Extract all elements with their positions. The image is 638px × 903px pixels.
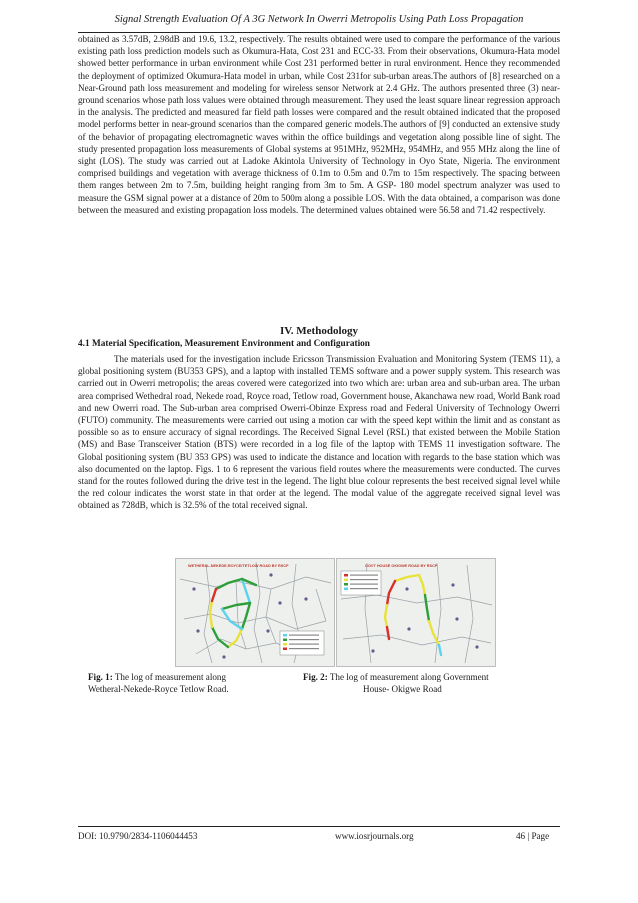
footer-url[interactable]: www.iosrjournals.org bbox=[335, 831, 414, 841]
fig1-drive-route bbox=[210, 579, 256, 647]
footer-doi: DOI: 10.9790/2834-1106044453 bbox=[78, 831, 198, 841]
footer-page-number: 46 | Page bbox=[516, 831, 550, 841]
fig1-legend bbox=[280, 631, 324, 655]
section-title: IV. Methodology bbox=[279, 325, 359, 337]
fig2-map-title: GOVT HOUSE OKIGWE ROAD BY RSCP bbox=[365, 564, 438, 568]
figure-1-map bbox=[175, 558, 335, 667]
fig1-label: Fig. 1: bbox=[88, 672, 113, 682]
figure-2-map bbox=[336, 558, 496, 667]
intro-paragraph: obtained as 3.57dB, 2.98dB and 19.6, 13.2, respectively. The results obtained were used to compare the performance of the various existing path loss prediction models such as Okumura-Hata, Cost 231 and ECC-33. From their observations, Okumura-Hata model showed better performance in urban environment while Cost 231 performed better in rural environment. Hence they recommended the deployment of optimized Okumura-Hata model in urban, while Cost 231for sub-urban areas.The authors of [8] researched on a Near-Ground path loss measurement and modeling for wireless sensor Network at 2.4 GHz. The authors presented three (3) near-ground scenarios whose path loss values were obtained through measurement. They used the least square linear regression approach in the analysis. The predicted and measured far field path losses were compared and the result obtained indicated that the proposed model performs better in near-ground scenarios than the compared generic models.The authors of [9] conducted an extensive study of the behavior of propagating electromagnetic waves within the office buildings and vegetation along possible line of sight. The study presented propagation loss measurements of Global systems at 951MHz, 952MHz, 954MHz, and 955 MHz along the line of sight (LOS). The study was carried out at Ladoke Akintola University of Technology in Oyo State, Nigeria. The environment comprised buildings and vegetation with average thickness of 0.1m to 0.5m and 0.7m to 15m respectively. The spacing between them ranges between 2m to 7.5m, building height ranging from 3m to 5m. A GSP- 180 model spectrum analyzer was used to measure the GSM signal power at a distance of 20m to 500m along a possible LOS. With the data obtained, a comparison was done between the measured and existing propagation loss models. The determined values obtained were 56.58 and 71.42 respectively. bbox=[78, 34, 560, 215]
figure-1-caption bbox=[88, 671, 229, 695]
fig1-caption-line1: The log of measurement along bbox=[114, 672, 226, 682]
fig2-label: Fig. 2: bbox=[303, 672, 328, 682]
footer-rule bbox=[78, 826, 560, 827]
fig1-caption-line2: Wetheral-Nekede-Royce Tetlow Road. bbox=[88, 684, 229, 694]
subsection-title: 4.1 Material Specification, Measurement Environment and Configuration bbox=[78, 339, 370, 349]
figure-2-caption bbox=[303, 671, 489, 695]
fig2-caption-line1: The log of measurement along Government bbox=[329, 672, 489, 682]
running-header: Signal Strength Evaluation Of A 3G Network In Owerri Metropolis Using Path Loss Propagation bbox=[114, 14, 524, 25]
fig1-map-title: WETHERAL-NEKEDE-ROYCE/TETLOW ROAD BY RSCP bbox=[188, 564, 289, 568]
methodology-paragraph: The materials used for the investigation include Ericsson Transmission Evaluation and Monitoring System (TEMS 11), a global positioning system (BU353 GPS), and a laptop with installed TEMS software and a power supply system. This research was carried out in Owerri metropolis; the areas covered were categorized into two which are: urban area and sub-urban area. The urban area comprised Wethedral road, Nekede road, Royce road, Tetlow road, Government house, Akanchawa new road, World Bank road and new Owerri road. The Sub-urban area comprised Owerri-Obinze Express road and Federal University of Technology Owerri (FUTO) community. The measurements were carried out using a motion car with the speed kept within the limit and as constant as possible so as to ensure accuracy of signal recordings. The Received Signal Level (RSL) that existed between the Mobile Station (MS) and Base Transceiver Station (BTS) were recorded in a log file of the laptop with TEMS 11 investigation software. The Global positioning system (BU 353 GPS) was used to indicate the distance and location with regards to the base station which was also documented on the laptop. Figs. 1 to 6 represent the various field routes where the measurements were conducted. The curves stand for the routes followed during the drive test in the legend. The light blue colour represents the best received signal level while the red colour indicates the worst state in that order at the legend. The modal value of the aggregate received signal level was obtained as 728dB, which is 32.5% of the total received signal. bbox=[78, 354, 560, 511]
fig2-caption-line2: House- Okigwe Road bbox=[363, 684, 442, 694]
fig2-legend bbox=[341, 571, 381, 595]
